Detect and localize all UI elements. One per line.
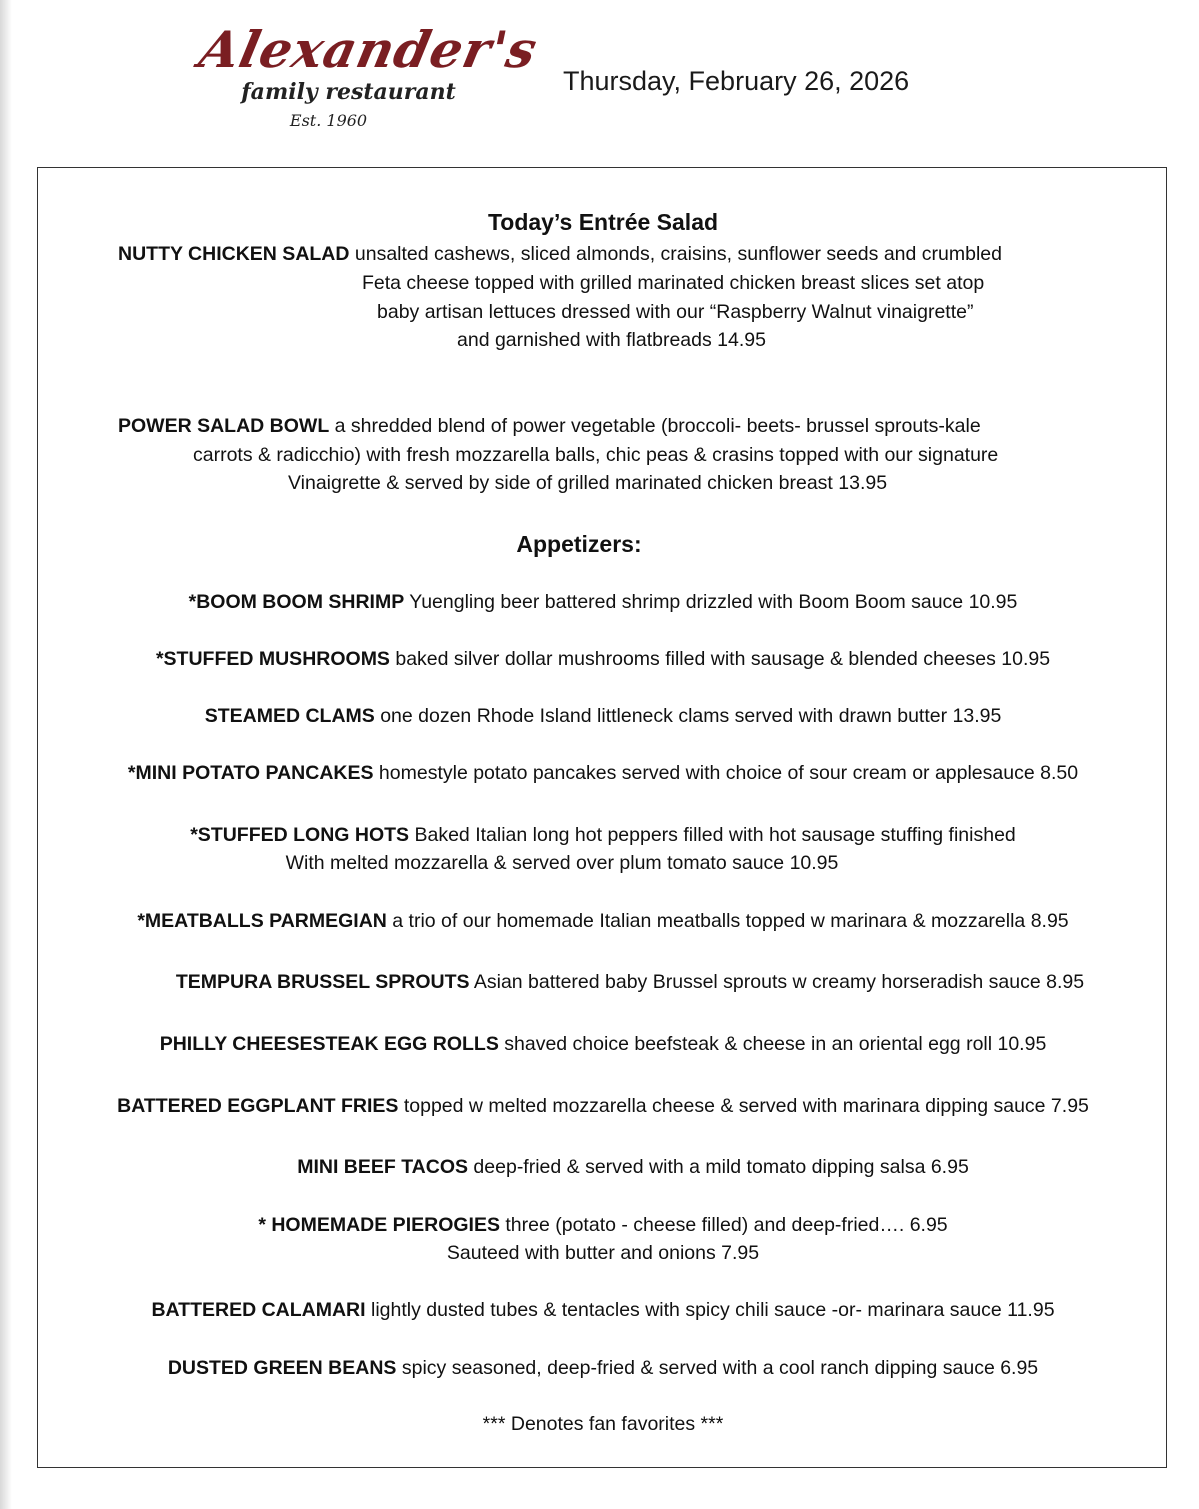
menu-item [38,590,1168,614]
item-description: a trio of our homemade Italian meatballs topped w marinara & mozzarella 8.95 [386,910,1069,932]
fan-favorites-footnote: *** Denotes fan favorites *** [482,1413,724,1435]
page-edge-shadow [0,0,12,1509]
item-name: PHILLY CHEESESTEAK EGG ROLLS [159,1033,499,1055]
menu-panel [37,167,1167,1468]
restaurant-logo [196,22,541,150]
item-name: *STUFFED MUSHROOMS [155,648,390,670]
menu-item [65,970,1195,994]
menu-item [38,1356,1168,1380]
item-name: BATTERED CALAMARI [151,1299,366,1321]
item-description: unsalted cashews, sliced almonds, craisins, sunflower seeds and crumbled [349,243,1002,265]
menu-item [38,1298,1168,1322]
menu-item [38,1094,1168,1118]
menu-item [38,704,1168,728]
power-salad-line-1 [118,414,981,438]
item-name: *STUFFED LONG HOTS [190,824,410,846]
item-description: spicy seasoned, deep-fried & served with a cool ranch dipping sauce 6.95 [396,1357,1039,1379]
item-description: Baked Italian long hot peppers filled with hot sausage stuffing finished [409,824,1016,846]
item-description: three (potato - cheese filled) and deep-fried…. 6.95 [499,1214,948,1236]
logo-established: Est. 1960 [289,111,368,130]
item-name: BATTERED EGGPLANT FRIES [117,1095,399,1117]
item-name: * HOMEMADE PIEROGIES [258,1214,500,1236]
menu-item [38,1213,1168,1237]
item-name: POWER SALAD BOWL [118,415,330,437]
appetizers-heading: Appetizers: [516,531,642,557]
item-description: deep-fried & served with a mild tomato dipping salsa 6.95 [468,1156,969,1178]
item-description-continued: With melted mozzarella & served over plum tomato sauce 10.95 [285,852,839,874]
item-name: *MINI POTATO PANCAKES [127,762,374,784]
nutty-salad-line-3: baby artisan lettuces dressed with our “Raspberry Walnut vinaigrette” [377,301,974,323]
power-salad-line-3: Vinaigrette & served by side of grilled marinated chicken breast 13.95 [288,472,888,494]
item-name: TEMPURA BRUSSEL SPROUTS [175,971,470,993]
item-description: a shredded blend of power vegetable (broccoli- beets- brussel sprouts-kale [329,415,981,437]
power-salad-line-2: carrots & radicchio) with fresh mozzarella balls, chic peas & crasins topped with our signature [193,444,999,466]
menu-item [38,823,1168,847]
nutty-salad-line-2: Feta cheese topped with grilled marinated chicken breast slices set atop [362,272,985,294]
item-description: lightly dusted tubes & tentacles with spicy chili sauce -or- marinara sauce 11.95 [365,1299,1055,1321]
nutty-salad-line-4: and garnished with flatbreads 14.95 [457,329,766,351]
item-description: topped w melted mozzarella cheese & served with marinara dipping sauce 7.95 [398,1095,1089,1117]
item-name: *BOOM BOOM SHRIMP [188,591,405,613]
nutty-salad-line-1 [118,242,1002,266]
menu-item [38,1032,1168,1056]
item-name: MINI BEEF TACOS [297,1156,469,1178]
menu-item [38,647,1168,671]
item-description: Yuengling beer battered shrimp drizzled with Boom Boom sauce 10.95 [404,591,1018,613]
logo-subtitle: family restaurant [241,79,456,105]
logo-title: Alexander's [194,20,543,79]
item-description: one dozen Rhode Island littleneck clams served with drawn butter 13.95 [374,705,1002,727]
item-description-continued: Sauteed with butter and onions 7.95 [446,1242,760,1264]
item-name: NUTTY CHICKEN SALAD [118,243,350,265]
item-description: Asian battered baby Brussel sprouts w creamy horseradish sauce 8.95 [469,971,1085,993]
item-description: homestyle potato pancakes served with choice of sour cream or applesauce 8.50 [373,762,1079,784]
menu-item [68,1155,1198,1179]
menu-date: Thursday, February 26, 2026 [563,66,910,96]
salad-heading: Today’s Entrée Salad [487,209,719,235]
item-name: *MEATBALLS PARMEGIAN [137,910,387,932]
menu-item [38,909,1168,933]
item-description: baked silver dollar mushrooms filled with sausage & blended cheeses 10.95 [389,648,1051,670]
item-name: STEAMED CLAMS [204,705,375,727]
menu-item [38,761,1168,785]
item-description: shaved choice beefsteak & cheese in an oriental egg roll 10.95 [498,1033,1047,1055]
item-name: DUSTED GREEN BEANS [167,1357,397,1379]
